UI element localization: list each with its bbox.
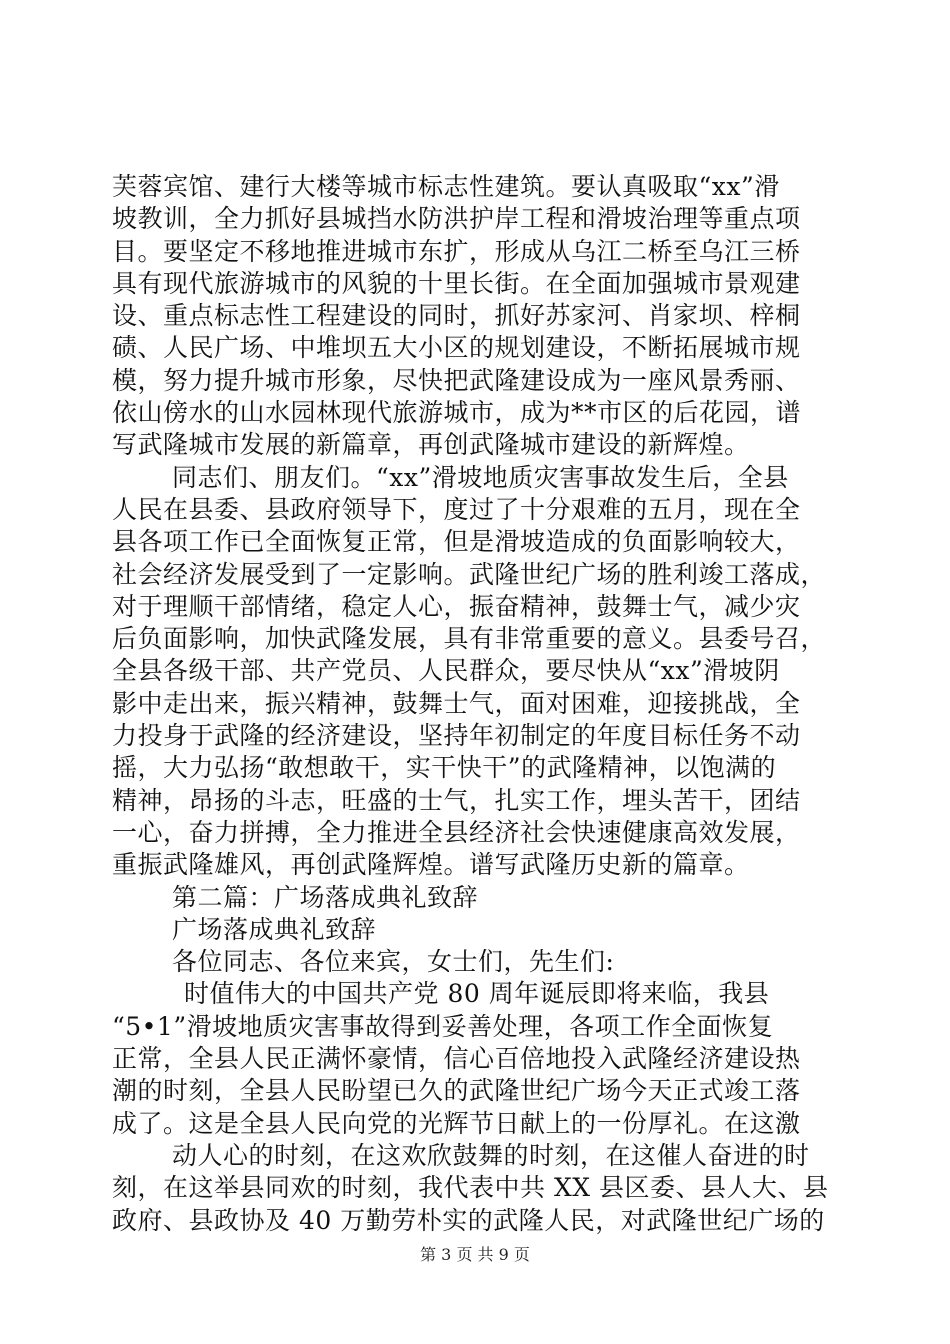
document-body — [112, 171, 832, 1237]
text-line: 摇，大力弘扬“敢想敢干，实干快干”的武隆精神，以饱满的 — [112, 753, 777, 783]
text-line: 重振武隆雄风，再创武隆辉煌。谱写武隆历史新的篇章。 — [112, 850, 750, 880]
text-line: 目。要坚定不移地推进城市东扩，形成从乌江二桥至乌江三桥 — [112, 236, 801, 266]
text-line: 影中走出来，振兴精神，鼓舞士气，面对困难，迎接挑战，全 — [112, 688, 801, 718]
text-line: 成了。这是全县人民向党的光辉节日献上的一份厚礼。在这激 — [112, 1108, 801, 1138]
text-line: 潮的时刻，全县人民盼望已久的武隆世纪广场今天正式竣工落 — [112, 1076, 801, 1106]
text-line: 依山傍水的山水园林现代旅游城市，成为**市区的后花园，谱 — [112, 398, 802, 428]
text-line: 芙蓉宾馆、建行大楼等城市标志性建筑。要认真吸取“xx”滑 — [112, 172, 780, 201]
text-line: 设、重点标志性工程建设的同时，抓好苏家河、肖家坝、梓桐 — [112, 301, 801, 331]
text-line: 写武隆城市发展的新篇章，再创武隆城市建设的新辉煌。 — [112, 430, 750, 460]
text-line: 社会经济发展受到了一定影响。武隆世纪广场的胜利竣工落成， — [112, 559, 827, 589]
text-line: 具有现代旅游城市的风貌的十里长街。在全面加强城市景观建 — [112, 268, 801, 298]
text-line: 刻，在这举县同欢的时刻，我代表中共 XX 县区委、县人大、县 — [112, 1173, 829, 1203]
section-heading: 第二篇：广场落成典礼致辞 — [172, 882, 479, 912]
text-line: 对于理顺干部情绪，稳定人心，振奋精神，鼓舞士气，减少灾 — [112, 591, 801, 621]
text-line: 人民在县委、县政府领导下，度过了十分艰难的五月，现在全 — [112, 494, 801, 524]
text-line-indented: 动人心的时刻，在这欢欣鼓舞的时刻，在这催人奋进的时 — [172, 1140, 810, 1170]
text-line: 县各项工作已全面恢复正常，但是滑坡造成的负面影响较大， — [112, 527, 801, 557]
text-line: 力投身于武隆的经济建设，坚持年初制定的年度目标任务不动 — [112, 721, 801, 751]
text-line: “5•1”滑坡地质灾害事故得到妥善处理，各项工作全面恢复 — [112, 1011, 774, 1041]
text-line: 精神，昂扬的斗志，旺盛的士气，扎实工作，埋头苦干，团结 — [112, 785, 801, 815]
text-line: 一心，奋力拼搏，全力推进全县经济社会快速健康高效发展， — [112, 817, 801, 847]
text-line: 后负面影响，加快武隆发展，具有非常重要的意义。县委号召， — [112, 624, 827, 654]
text-line: 正常，全县人民正满怀豪情，信心百倍地投入武隆经济建设热 — [112, 1044, 801, 1074]
salutation: 各位同志、各位来宾，女士们，先生们: — [172, 947, 615, 977]
text-line: 模，努力提升城市形象，尽快把武隆建设成为一座风景秀丽、 — [112, 365, 801, 395]
text-line: 全县各级干部、共产党员、人民群众，要尽快从“xx”滑坡阴 — [112, 656, 780, 686]
text-line: 碛、人民广场、中堆坝五大小区的规划建设，不断拓展城市规 — [112, 333, 801, 363]
text-line: 政府、县政协及 40 万勤劳朴实的武隆人民，对武隆世纪广场的 — [112, 1205, 825, 1235]
text-line: 坡教训，全力抓好县城挡水防洪护岸工程和滑坡治理等重点项 — [112, 204, 801, 234]
page-number-footer: 第 3 页 共 9 页 — [420, 1245, 530, 1264]
section-subtitle: 广场落成典礼致辞 — [172, 914, 377, 944]
text-line-indented: 同志们、朋友们。“xx”滑坡地质灾害事故发生后，全县 — [172, 462, 789, 492]
text-line-indented: 时值伟大的中国共产党 80 周年诞辰即将来临，我县 — [184, 979, 770, 1009]
